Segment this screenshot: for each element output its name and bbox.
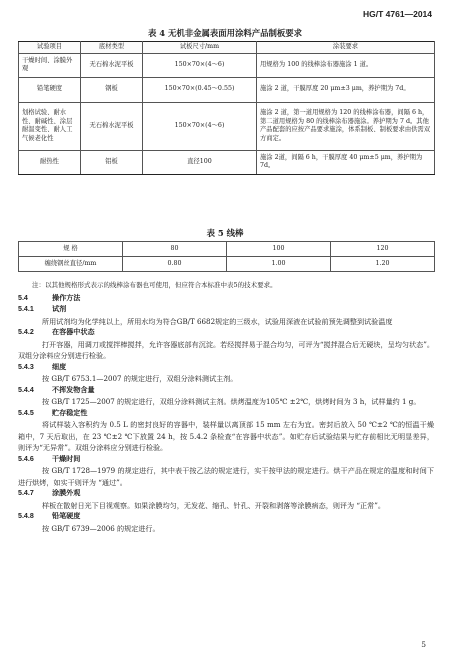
section-number: 5.4.5 (18, 408, 34, 417)
section-heading (18, 511, 434, 522)
section-title: 细度 (52, 362, 67, 371)
table-cell: 无石棉水泥平板 (81, 102, 143, 150)
paragraph: 所用试剂均为化学纯以上，所用水均为符合GB/T 6682规定的三级水，试验用深液在试验前预先调整到试验温度 (42, 316, 393, 326)
paragraph: 样板在散射日光下目视观察。如果涂膜均匀，无发花、缩孔、针孔、开裂和剥落等涂膜病态，则评为 “正常”。 (42, 500, 385, 510)
section-heading (18, 408, 434, 419)
paragraph: 按 GB/T 1725—2007 的规定进行，双组分涂料测试主剂。烘烤温度为105℃ ±2℃，烘烤时间为 3 h，试样量约 1 g。 (42, 397, 421, 407)
section-heading (18, 362, 434, 373)
table4-title: 表 4 无机非金属表面用涂料产品制板要求 (147, 28, 303, 38)
table-cell: 耐热性 (19, 150, 81, 174)
table4-header-cell: 试板尺寸/mm (143, 42, 257, 54)
section-title: 试剂 (52, 305, 67, 314)
table-cell: 干燥时间、涂膜外观 (19, 53, 81, 77)
section-heading (18, 454, 434, 465)
table-row (19, 77, 435, 102)
section-title: 铅笔硬度 (52, 512, 81, 521)
table-cell: 施涂 2 道，第一道用规格为 120 的线棒涂布器，间隔 6 h，第二道用规格为 80 的线棒涂布器施涂。养护期为 7 d。其他产品配套的应按产品要求施涂，体系制板、制板要求由供需双方商定。 (257, 102, 435, 150)
table4-header-cell: 试验项目 (19, 42, 81, 54)
section-title: 不挥发物含量 (52, 385, 95, 394)
page-number: 5 (421, 640, 426, 649)
table-cell: 1.20 (331, 257, 435, 272)
table-cell: 用规格为 100 的线棒涂布器施涂 1 道。 (257, 53, 435, 77)
table-row (19, 150, 435, 174)
section-number: 5.4.7 (18, 489, 34, 498)
table-cell: 150×70×(0.45～0.55) (143, 77, 257, 102)
section-number: 5.4.4 (18, 385, 34, 394)
table-cell: 规 格 (19, 242, 123, 257)
paragraph: 按 GB/T 6753.1—2007 的规定进行，双组分涂料测试主剂。 (42, 374, 238, 384)
table-row (19, 242, 435, 257)
paragraph: 按 GB/T 6739—2006 的规定进行。 (42, 523, 160, 533)
table-cell: 铝板 (81, 150, 143, 174)
table-cell: 150×70×(4～6) (143, 102, 257, 150)
section-number: 5.4.6 (18, 454, 34, 463)
table-cell: 直径100 (143, 150, 257, 174)
section-heading (18, 327, 434, 338)
section-heading (18, 385, 434, 396)
document-body (18, 293, 434, 534)
table4-header-cell: 底材类型 (81, 42, 143, 54)
section-title: 贮存稳定性 (52, 408, 88, 417)
section-number: 5.4.3 (18, 362, 34, 371)
table4-header-row (19, 42, 435, 54)
table-cell: 120 (331, 242, 435, 257)
section-number: 5.4.2 (18, 328, 34, 337)
section-heading (18, 304, 434, 315)
table-cell: 划格试验、耐水性、耐碱性、涂层耐温变性、耐人工气候老化性 (19, 102, 81, 150)
table5 (18, 241, 435, 272)
table-cell: 80 (123, 242, 227, 257)
table4-header-cell: 涂装要求 (257, 42, 435, 54)
table-row (19, 257, 435, 272)
table-cell: 无石棉水泥平板 (81, 53, 143, 77)
section-number: 5.4.8 (18, 512, 34, 521)
table-cell: 铅笔硬度 (19, 77, 81, 102)
paragraph: 将试样装入容积约为 0.5 L 的密封良好的容器中，装样量以离顶部 15 mm 左右为宜。密封后放入 50 ℃±2 ℃的恒温干燥箱中，7 天后取出，在 23 ℃±2 ℃下放置 24 h，按 5.4.2 条检查“在容器中状态”。如贮存后试验结果与贮存前相比无明显差异，则评为“无异常”。双组分涂料应分别进行检验。 (18, 420, 434, 453)
section-title: 操作方法 (52, 294, 81, 302)
table-row (19, 102, 435, 150)
table-cell: 缠绕钢丝直径/mm (19, 257, 123, 272)
section-number: 5.4.1 (18, 305, 34, 314)
table-row (19, 53, 435, 77)
table-note: 注：以其他规格形式表示的线棒涂布器也可使用，但应符合本标准中表5的技术要求。 (32, 281, 277, 289)
table5-title: 表 5 线棒 (206, 228, 244, 238)
table-cell: 钢板 (81, 77, 143, 102)
section-heading (18, 488, 434, 499)
section-title: 在容器中状态 (52, 328, 95, 337)
paragraph: 打开容器，用调刀或搅拌棒搅拌，允许容器底部有沉淀。若经搅拌易于混合均匀，可评为“搅拌混合后无硬块，呈均匀状态”。双组分涂料应分别进行检验。 (18, 339, 434, 361)
table-cell: 施涂 2 道，干膜厚度 20 μm±3 μm，养护期为 7d。 (257, 77, 435, 102)
table-cell: 0.80 (123, 257, 227, 272)
table-cell: 1.00 (227, 257, 331, 272)
section-number: 5.4 (18, 294, 28, 302)
section-title: 涂膜外观 (52, 489, 81, 498)
table-cell: 100 (227, 242, 331, 257)
table-cell: 150×70×(4～6) (143, 53, 257, 77)
section-heading (18, 293, 434, 304)
section-title: 干燥时间 (52, 454, 81, 463)
table4 (18, 41, 435, 175)
paragraph: 按 GB/T 1728—1979 的规定进行，其中表干按乙法的规定进行，实干按甲法的规定进行。烘干产品在规定的温度和时间下进行烘烤，如实干则评为 “通过”。 (18, 466, 434, 487)
table-cell: 施涂 2道，间隔 6 h，干膜厚度 40 μm±5 μm，养护期为 7d。 (257, 150, 435, 174)
standard-number: HG/T 4761—2014 (363, 9, 432, 19)
